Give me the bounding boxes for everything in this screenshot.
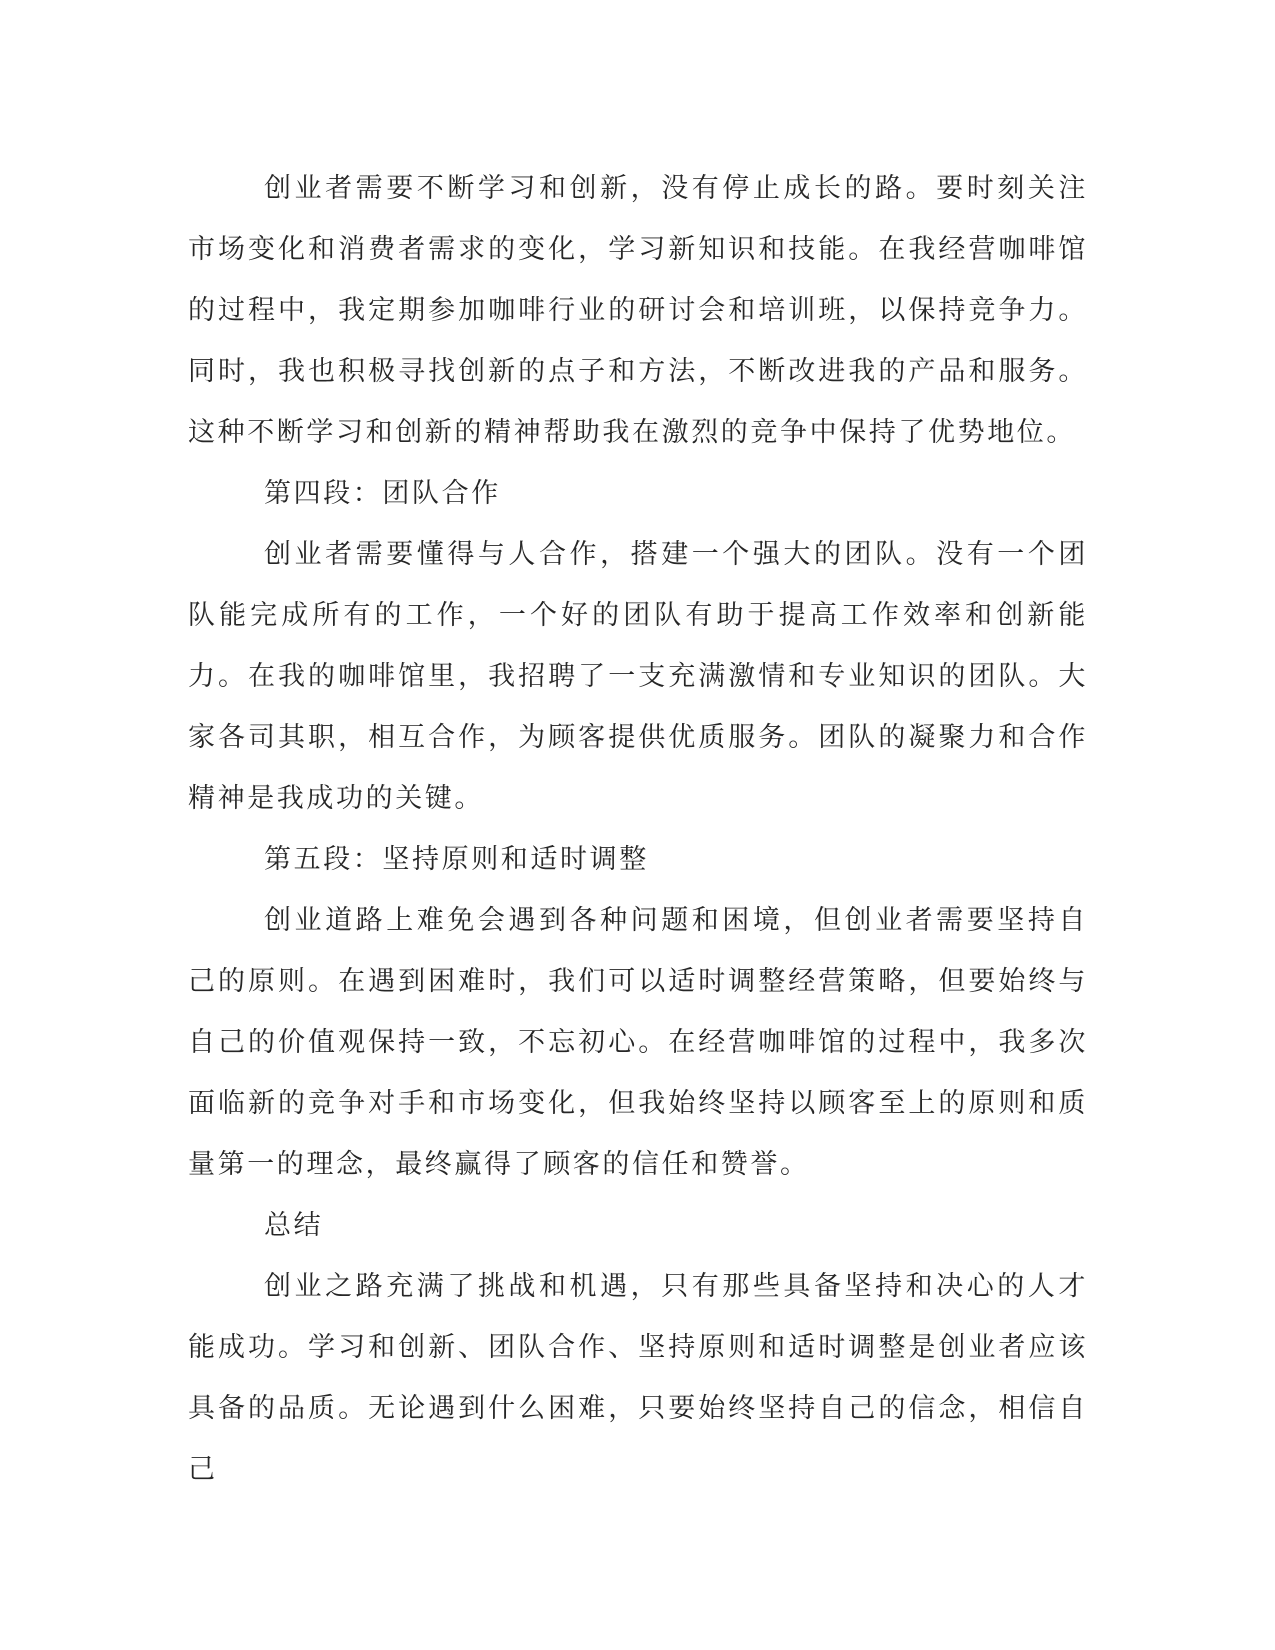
paragraph-learning-innovation: 创业者需要不断学习和创新，没有停止成长的路。要时刻关注市场变化和消费者需求的变化，学习新知识和技能。在我经营咖啡馆的过程中，我定期参加咖啡行业的研讨会和培训班，以保持竞争力。同时，我也积极寻找创新的点子和方法，不断改进我的产品和服务。这种不断学习和创新的精神帮助我在激烈的竞争中保持了优势地位。 [188, 173, 1088, 448]
heading-section-five: 第五段：坚持原则和适时调整 [264, 844, 649, 875]
paragraph-principles: 创业道路上难免会遇到各种问题和困境，但创业者需要坚持自己的原则。在遇到困难时，我们可以适时调整经营策略，但要始终与自己的价值观保持一致，不忘初心。在经营咖啡馆的过程中，我多次面临新的竞争对手和市场变化，但我始终坚持以顾客至上的原则和质量第一的理念，最终赢得了顾客的信任和赞誉。 [188, 905, 1088, 1180]
paragraph-summary: 创业之路充满了挑战和机遇，只有那些具备坚持和决心的人才能成功。学习和创新、团队合作、坚持原则和适时调整是创业者应该具备的品质。无论遇到什么困难，只要始终坚持自己的信念，相信自己 [188, 1271, 1088, 1485]
paragraph-teamwork: 创业者需要懂得与人合作，搭建一个强大的团队。没有一个团队能完成所有的工作，一个好的团队有助于提高工作效率和创新能力。在我的咖啡馆里，我招聘了一支充满激情和专业知识的团队。大家各司其职，相互合作，为顾客提供优质服务。团队的凝聚力和合作精神是我成功的关键。 [188, 539, 1088, 814]
heading-summary: 总结 [264, 1210, 324, 1241]
heading-section-four: 第四段：团队合作 [264, 478, 501, 509]
document-body [188, 158, 1088, 1500]
